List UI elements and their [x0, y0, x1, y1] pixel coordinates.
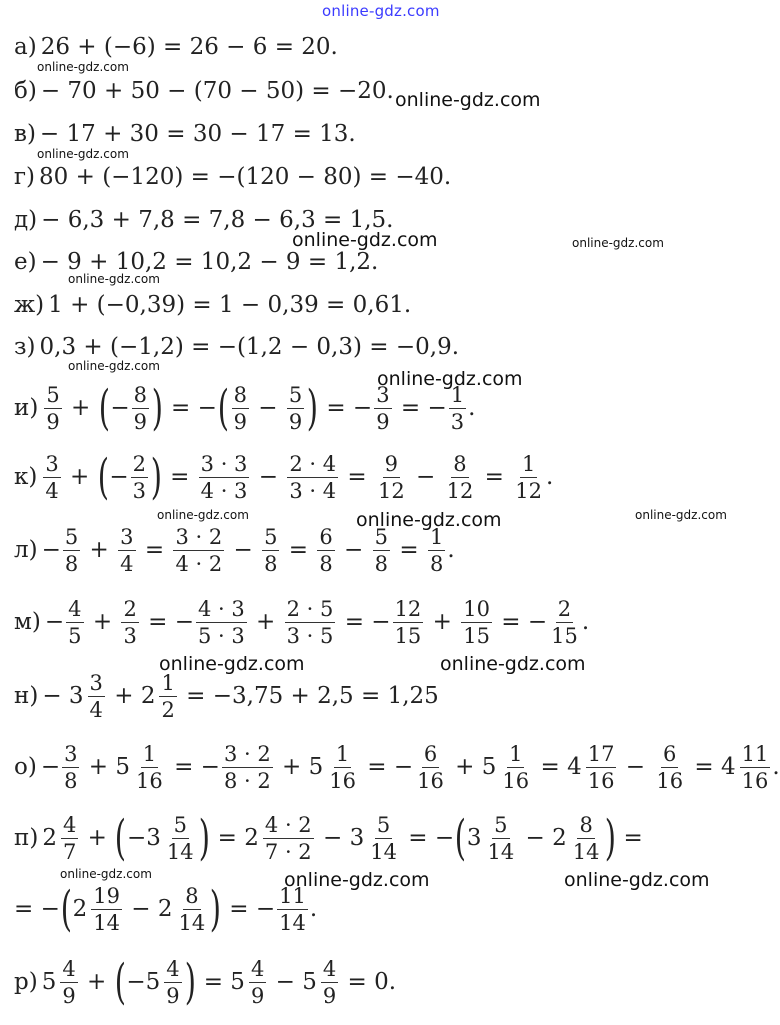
- line-label: д): [14, 207, 38, 233]
- line-label: а): [14, 34, 37, 60]
- line-label: ж): [14, 292, 45, 318]
- line-i: и) $\frac{5}{9}$ + ( − $\frac{8}{9}$ ) = − ( $\frac{8}{9}$ − $\frac{5}{9}$ ) = − $\frac{3}{9}$ = − $\frac{1}{3}$ .: [14, 379, 476, 436]
- watermark: online-gdz.com: [564, 869, 710, 891]
- line-k: к) $\frac{3}{4}$ + ( − $\frac{2}{3}$ ) = $\frac{3 \cdot 3}{4 \cdot 3}$ − $\frac{2 \cdot 4}{3 \cdot 4}$ = $\frac{9}{12}$ − $\frac{8}{12}$ = $\frac{1}{12}$ .: [14, 448, 554, 505]
- mixed-number: 2 $\frac{1}{2}$: [140, 671, 175, 723]
- watermark: online-gdz.com: [60, 867, 152, 881]
- line-z: [14, 336, 459, 359]
- mixed-number: 2 $\frac{8}{14}$: [157, 884, 206, 936]
- mixed-number: 5 $\frac{4}{9}$: [302, 957, 337, 1009]
- fraction: $\frac{1}{3}$: [450, 383, 465, 435]
- fraction: $\frac{2}{3}$: [123, 597, 137, 649]
- line-label: о): [14, 754, 37, 781]
- fraction: $\frac{8}{9}$: [133, 383, 147, 435]
- line-label: и): [14, 395, 39, 422]
- line-a: [14, 36, 338, 59]
- line-r: р) 5 $\frac{4}{9}$ + ( − 5 $\frac{4}{9}$ ) = 5 $\frac{4}{9}$ − 5 $\frac{4}{9}$ = 0.: [14, 953, 397, 1010]
- watermark: online-gdz.com: [635, 508, 727, 522]
- line-tail: = −3,75 + 2,5 = 1,25: [186, 683, 439, 710]
- line-expression: − 6,3 + 7,8 = 7,8 − 6,3 = 1,5.: [41, 207, 394, 233]
- fraction: $\frac{3}{4}$: [120, 525, 134, 577]
- line-expression: − 70 + 50 − (70 − 50) = −20.: [40, 78, 394, 104]
- line-label: р): [14, 969, 38, 996]
- fraction: $\frac{1}{8}$: [429, 525, 444, 577]
- line-expression: − 17 + 30 = 30 − 17 = 13.: [39, 121, 356, 147]
- fraction: $\frac{5}{9}$: [46, 383, 60, 435]
- mixed-number: 4 $\frac{17}{16}$: [567, 742, 615, 794]
- watermark: online-gdz.com: [377, 368, 523, 390]
- line-label: п): [14, 825, 39, 852]
- line-label: в): [14, 121, 36, 147]
- line-expression: 80 + (−120) = −(120 − 80) = −40.: [39, 164, 452, 190]
- watermark: online-gdz.com: [284, 869, 430, 891]
- line-expression: 26 + (−6) = 26 − 6 = 20.: [40, 34, 338, 60]
- line-label: з): [14, 334, 36, 360]
- fraction: $\frac{3}{9}$: [376, 383, 390, 435]
- mixed-number: 3 $\frac{5}{14}$: [466, 813, 515, 865]
- mixed-number: 5 $\frac{4}{9}$: [145, 957, 180, 1009]
- mixed-number: 3 $\frac{5}{14}$: [146, 813, 194, 865]
- line-o: о) − $\frac{3}{8}$ + 5 $\frac{1}{16}$ = − $\frac{3 \cdot 2}{8 \cdot 2}$ + 5 $\frac{1}{16}$ = − $\frac{6}{16}$ + 5 $\frac{1}{16}$ = 4 $\frac{17}{16}$ − $\frac{6}{16}$ = 4 $\frac{11}{16}$ .: [14, 742, 780, 794]
- fraction: $\frac{3 \cdot 2}{8 \cdot 2}$: [223, 742, 271, 794]
- line-label: м): [14, 609, 41, 636]
- mixed-number: 5 $\frac{4}{9}$: [230, 957, 265, 1009]
- fraction: $\frac{10}{15}$: [463, 597, 490, 649]
- line-expression: 0,3 + (−1,2) = −(1,2 − 0,3) = −0,9.: [39, 334, 460, 360]
- mixed-number: 5 $\frac{1}{16}$: [481, 742, 530, 794]
- line-label: б): [14, 78, 37, 104]
- line-l: л) − $\frac{5}{8}$ + $\frac{3}{4}$ = $\frac{3 \cdot 2}{4 \cdot 2}$ − $\frac{5}{8}$ = $\frac{6}{8}$ − $\frac{5}{8}$ = $\frac{1}{8}$ .: [14, 525, 455, 577]
- watermark: online-gdz.com: [68, 359, 160, 373]
- mixed-number: 3 $\frac{5}{14}$: [349, 813, 397, 865]
- fraction: $\frac{3 \cdot 2}{4 \cdot 2}$: [175, 525, 223, 577]
- mixed-number: 2 $\frac{8}{14}$: [552, 813, 600, 865]
- line-label: е): [14, 249, 37, 275]
- fraction: $\frac{2}{3}$: [132, 452, 147, 504]
- fraction: $\frac{8}{12}$: [446, 452, 474, 504]
- fraction: $\frac{2 \cdot 4}{3 \cdot 4}$: [289, 452, 337, 504]
- watermark: online-gdz.com: [68, 272, 160, 286]
- line-expression: 1 + (−0,39) = 1 − 0,39 = 0,61.: [48, 292, 412, 318]
- watermark: online-gdz.com: [395, 89, 541, 111]
- mixed-number: 2 $\frac{4 \cdot 2}{7 \cdot 2}$: [244, 813, 312, 865]
- fraction: $\frac{1}{12}$: [515, 452, 542, 504]
- watermark: online-gdz.com: [159, 653, 305, 675]
- mixed-number: 5 $\frac{1}{16}$: [308, 742, 356, 794]
- mixed-number: 3 $\frac{3}{4}$: [68, 671, 103, 723]
- mixed-number: 4 $\frac{11}{16}$: [720, 742, 769, 794]
- line-label: г): [14, 164, 36, 190]
- fraction: $\frac{9}{12}$: [377, 452, 405, 504]
- line-p: п) 2 $\frac{4}{7}$ + ( − 3 $\frac{5}{14}$ ) = 2 $\frac{4 \cdot 2}{7 \cdot 2}$ − 3 $\frac{5}{14}$ = − ( 3 $\frac{5}{14}$ − 2 $\frac{8}{14}$ ) =: [14, 809, 643, 866]
- fraction: $\frac{5}{8}$: [374, 525, 389, 577]
- watermark: online-gdz.com: [322, 2, 440, 20]
- fraction: $\frac{2 \cdot 5}{3 \cdot 5}$: [286, 597, 334, 649]
- fraction: $\frac{2}{15}$: [551, 597, 578, 649]
- watermark: online-gdz.com: [37, 147, 129, 161]
- line-tail: = 0.: [347, 969, 397, 996]
- line-n: н) − 3 $\frac{3}{4}$ + 2 $\frac{1}{2}$ = −3,75 + 2,5 = 1,25: [14, 671, 439, 723]
- mixed-number: 2 $\frac{4}{7}$: [42, 813, 77, 865]
- line-v: [14, 123, 356, 146]
- fraction: $\frac{4 \cdot 3}{5 \cdot 3}$: [197, 597, 245, 649]
- watermark: online-gdz.com: [356, 509, 502, 531]
- fraction: $\frac{4}{5}$: [68, 597, 82, 649]
- fraction: $\frac{5}{8}$: [64, 525, 79, 577]
- fraction: $\frac{6}{8}$: [319, 525, 333, 577]
- watermark: online-gdz.com: [572, 236, 664, 250]
- watermark: online-gdz.com: [292, 229, 438, 251]
- mixed-number: 2 $\frac{19}{14}$: [72, 884, 120, 936]
- fraction: $\frac{11}{14}$: [279, 884, 306, 936]
- fraction: $\frac{12}{15}$: [394, 597, 422, 649]
- watermark: online-gdz.com: [37, 60, 129, 74]
- line-label: к): [14, 464, 38, 491]
- line-label: л): [14, 537, 38, 564]
- line-zh: [14, 294, 411, 317]
- fraction: $\frac{3}{4}$: [45, 452, 59, 504]
- mixed-number: 5 $\frac{1}{16}$: [115, 742, 163, 794]
- fraction: $\frac{8}{9}$: [233, 383, 247, 435]
- fraction: $\frac{3}{8}$: [64, 742, 78, 794]
- fraction: $\frac{6}{16}$: [656, 742, 684, 794]
- watermark: online-gdz.com: [440, 653, 586, 675]
- line-expression: − 9 + 10,2 = 10,2 − 9 = 1,2.: [40, 249, 379, 275]
- line-p-continued: = − ( 2 $\frac{19}{14}$ − 2 $\frac{8}{14}$ ) = − $\frac{11}{14}$ .: [14, 880, 318, 937]
- fraction: $\frac{5}{8}$: [264, 525, 278, 577]
- line-label: н): [14, 683, 39, 710]
- line-e: [14, 251, 378, 274]
- fraction: $\frac{3 \cdot 3}{4 \cdot 3}$: [200, 452, 248, 504]
- fraction: $\frac{6}{16}$: [417, 742, 444, 794]
- watermark: online-gdz.com: [157, 508, 249, 522]
- line-g: [14, 166, 451, 189]
- mixed-number: 5 $\frac{4}{9}$: [41, 957, 76, 1009]
- line-m: м) − $\frac{4}{5}$ + $\frac{2}{3}$ = − $\frac{4 \cdot 3}{5 \cdot 3}$ + $\frac{2 \cdot 5}{3 \cdot 5}$ = − $\frac{12}{15}$ + $\frac{10}{15}$ = − $\frac{2}{15}$ .: [14, 597, 590, 649]
- fraction: $\frac{5}{9}$: [288, 383, 303, 435]
- line-b: [14, 80, 394, 103]
